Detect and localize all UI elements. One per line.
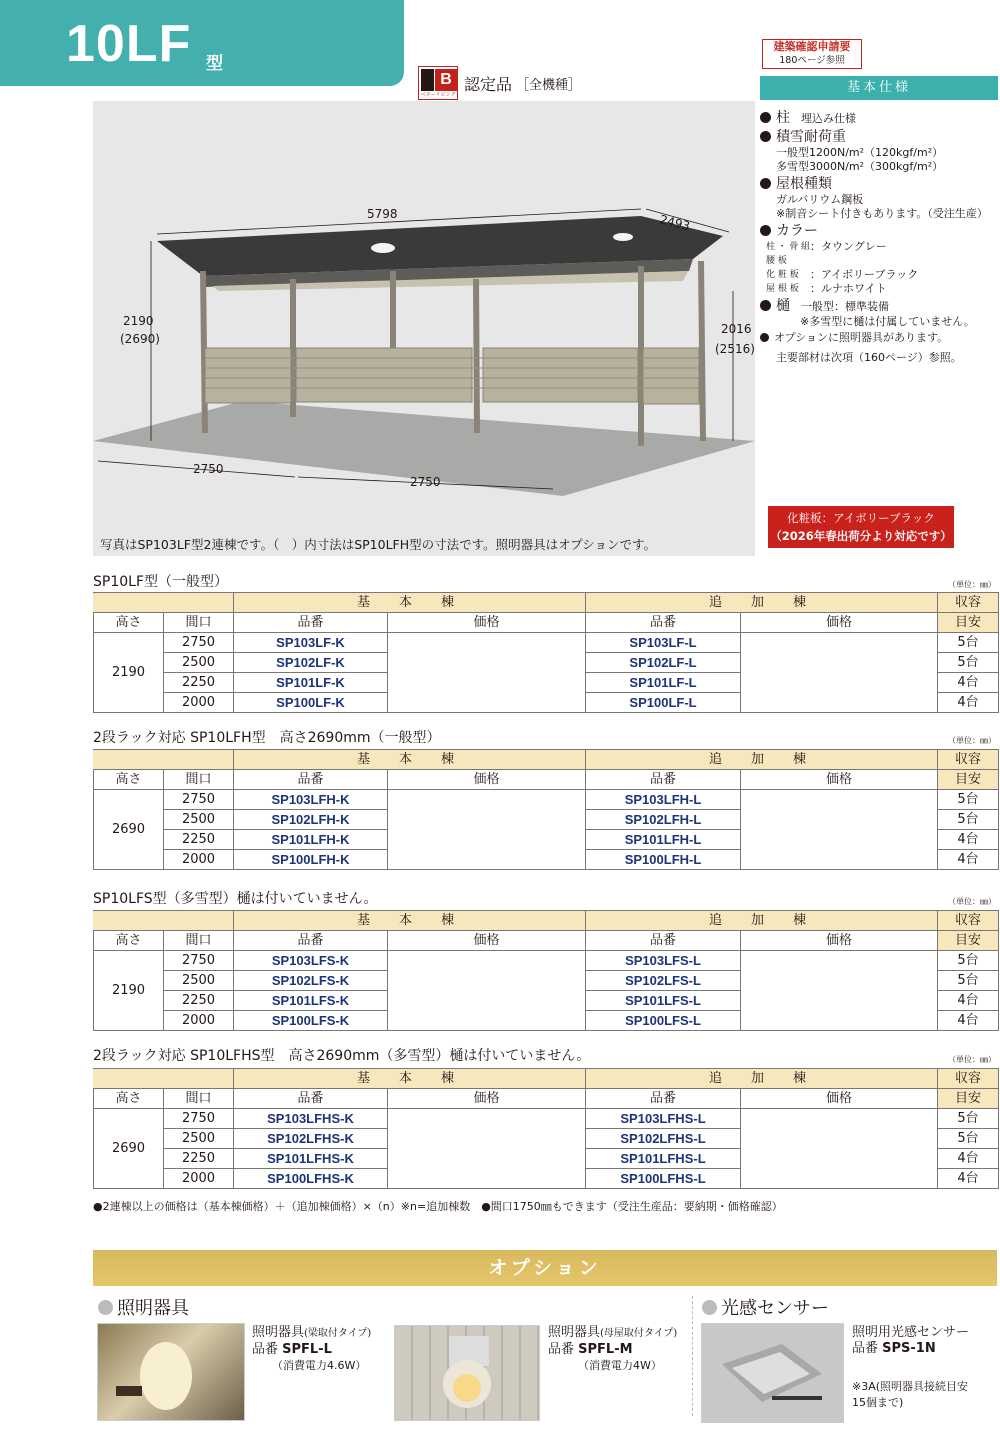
dim-depth: 2493 [658,212,692,234]
spec-roof: 屋根種類 ガルバリウム鋼板 ※制音シート付きもあります。（受注生産） [760,176,1000,221]
spec-option-note: オプションに照明器具があります。 [760,331,1000,345]
bl-certification [418,66,581,100]
light-sensor-icon [702,1324,845,1424]
bl-logo-icon: B ベターリビング [418,66,458,100]
beam-light-icon [98,1324,246,1422]
table-row: 2000 SP100LFHS-K SP100LFHS-L 4台 [94,1169,999,1189]
dim-height-right-alt: (2516) [715,342,755,356]
page-title-suffix: 型 [206,54,223,74]
unit-label: （単位：㎜） [948,736,996,745]
table-row: 2250 SP101LFS-K SP101LFS-L 4台 [94,991,999,1011]
lighting-title: 照明器具 [98,1294,189,1320]
cert-scope: ［全機種］ [516,77,582,93]
table-row: 2190 2750 SP103LF-K SP103LF-L 5台 [94,633,999,653]
light1-info: 照明器具(梁取付タイプ) 品番 SPFL-L （消費電力4.6W） [252,1325,372,1372]
dim-span-1: 2750 [193,462,224,476]
dim-width-total: 5798 [367,207,398,221]
table-row: 2250 SP101LFH-K SP101LFH-L 4台 [94,830,999,850]
spec-gutter: 樋 一般型：標準装備 ※多雪型に樋は付属していません。 [760,298,1000,329]
unit-label: （単位：㎜） [948,897,996,906]
purlin-light-photo [394,1325,540,1421]
building-permit-page: 180ページ参照 [779,55,845,66]
cert-label: 認定品 [464,74,513,94]
light2-info: 照明器具(母屋取付タイプ) 品番 SPFL-M （消費電力4W） [548,1325,678,1372]
dim-span-2: 2750 [410,475,441,489]
table-row: 2000 SP100LF-K SP100LF-L 4台 [94,693,999,713]
price-table: 基 本 棟 追 加 棟 収容 高さ 間口 品番 価格 品番 価格 目安 2190 2750 SP103LFS-K SP103LFS-L 5台 2500 SP102LFS-K SP102LFS-L 5台 2250 SP101LFS-K SP101LFS-L 4台 2000 SP100LFS-K SP100LFS-L 4台 [93,910,999,1031]
price-table: 基 本 棟 追 加 棟 収容 高さ 間口 品番 価格 品番 価格 目安 2190 2750 SP103LF-K SP103LF-L 5台 2500 SP102LF-K SP102LF-L 5台 2250 SP101LF-K SP101LF-L 4台 2000 SP100LF-K SP100LF-L 4台 [93,592,999,713]
table-row: 2250 SP101LF-K SP101LF-L 4台 [94,673,999,693]
table-row: 2000 SP100LFS-K SP100LFS-L 4台 [94,1011,999,1031]
table-row: 2000 SP100LFH-K SP100LFH-L 4台 [94,850,999,870]
title-banner [0,0,404,86]
spec-snow: 積雪耐荷重 一般型1200N/m²（120kgf/m²） 多雪型3000N/m²（300kgf/m²） [760,129,1000,174]
page-title: 10LF [66,15,192,73]
building-permit-box [762,39,862,69]
table-row: 2690 2750 SP103LFH-K SP103LFH-L 5台 [94,790,999,810]
spec-color: カラー 柱・骨組 腰 板 ：タウングレー 化 粧 板 ：アイボリーブラック 屋 根 板 ：ルナホワイト [760,223,1000,296]
spec-header: 基本仕様 [760,76,998,100]
sensor-title: 光感センサー [702,1294,829,1320]
dim-height-left-alt: (2690) [120,332,160,346]
building-permit-label: 建築確認申請要 [773,40,851,53]
table-row: 2690 2750 SP103LFHS-K SP103LFHS-L 5台 [94,1109,999,1129]
spec-pillar: 柱 埋込み仕様 [760,110,1000,127]
table-row: 2500 SP102LF-K SP102LF-L 5台 [94,653,999,673]
sensor-info: 照明用光感センサー 品番 SPS-1N ※3A(照明器具接続目安 15個まで) [852,1325,970,1409]
unit-label: （単位：㎜） [948,580,996,589]
table-row: 2190 2750 SP103LFS-K SP103LFS-L 5台 [94,951,999,971]
options-divider [692,1296,693,1416]
cycle-port-illustration [93,101,755,556]
table-title: SP10LFS型（多雪型）樋は付いていません。 [93,891,378,907]
beam-light-photo [97,1323,245,1421]
table-row: 2500 SP102LFS-K SP102LFS-L 5台 [94,971,999,991]
purlin-light-icon [395,1326,541,1422]
product-photo [93,101,755,556]
new-color-badge: 化粧板：アイボリーブラック （2026年春出荷分より対応です） [768,506,954,548]
dim-height-right: 2016 [721,322,752,336]
unit-label: （単位：㎜） [948,1055,996,1064]
pricing-notes: ●2連棟以上の価格は（基本棟価格）＋（追加棟価格）×（n）※n=追加棟数 ●間口1750㎜もできます（受注生産品：要納期・価格確認） [93,1200,783,1213]
table-row: 2500 SP102LFHS-K SP102LFHS-L 5台 [94,1129,999,1149]
price-table: 基 本 棟 追 加 棟 収容 高さ 間口 品番 価格 品番 価格 目安 2690 2750 SP103LFH-K SP103LFH-L 5台 2500 SP102LFH-K SP102LFH-L 5台 2250 SP101LFH-K SP101LFH-L 4台 2000 SP100LFH-K SP100LFH-L 4台 [93,749,999,870]
price-table: 基 本 棟 追 加 棟 収容 高さ 間口 品番 価格 品番 価格 目安 2690 2750 SP103LFHS-K SP103LFHS-L 5台 2500 SP102LFHS-K SP102LFHS-L 5台 2250 SP101LFHS-K SP101LFHS-L 4台 2000 SP100LFHS-K SP100LFHS-L 4台 [93,1068,999,1189]
photo-caption: 写真はSP103LF型2連棟です。（ ）内寸法はSP10LFH型の寸法です。照明器具はオプションです。 [100,537,656,552]
table-row: 2500 SP102LFH-K SP102LFH-L 5台 [94,810,999,830]
dim-height-left: 2190 [123,314,154,328]
spec-parts-note: 主要部材は次項（160ページ）参照。 [776,351,962,364]
table-title: 2段ラック対応 SP10LFHS型 高さ2690mm（多雪型）樋は付いていません。 [93,1048,591,1064]
table-title: SP10LF型（一般型） [93,574,228,590]
spec-list [760,108,1000,365]
options-header: オプション [93,1250,997,1286]
table-row: 2250 SP101LFHS-K SP101LFHS-L 4台 [94,1149,999,1169]
sensor-photo [701,1323,844,1423]
table-title: 2段ラック対応 SP10LFH型 高さ2690mm（一般型） [93,730,441,746]
